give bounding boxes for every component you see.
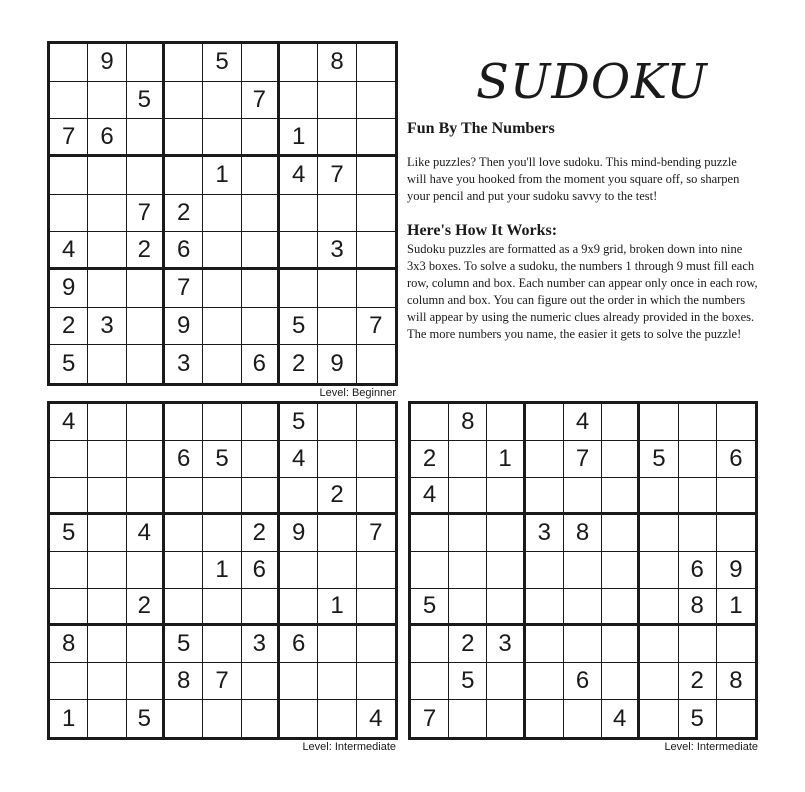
sudoku-cell: 8 <box>679 589 717 626</box>
sudoku-cell <box>717 404 755 441</box>
sudoku-cell: 2 <box>127 589 165 626</box>
sudoku-cell <box>203 82 241 120</box>
sudoku-cell <box>526 552 564 589</box>
sudoku-cell <box>318 663 356 700</box>
sudoku-cell: 3 <box>88 308 126 346</box>
sudoku-cell <box>127 478 165 515</box>
sudoku-cell <box>602 515 640 552</box>
sudoku-cell <box>88 404 126 441</box>
sudoku-cell <box>165 589 203 626</box>
sudoku-cell <box>318 515 356 552</box>
sudoku-cell <box>88 232 126 270</box>
sudoku-cell <box>318 195 356 233</box>
sudoku-cell: 8 <box>318 44 356 82</box>
sudoku-cell: 7 <box>127 195 165 233</box>
sudoku-cell: 7 <box>203 663 241 700</box>
sudoku-cell <box>127 157 165 195</box>
sudoku-cell <box>526 441 564 478</box>
sudoku-cell <box>357 552 395 589</box>
sudoku-cell <box>88 515 126 552</box>
sudoku-cell: 1 <box>717 589 755 626</box>
sudoku-cell <box>165 404 203 441</box>
sudoku-cell <box>357 345 395 383</box>
sudoku-cell <box>679 515 717 552</box>
sudoku-cell <box>679 478 717 515</box>
sudoku-cell: 6 <box>679 552 717 589</box>
level-label-intermediate-1: Level: Intermediate <box>302 741 396 753</box>
sudoku-cell <box>318 552 356 589</box>
sudoku-cell <box>679 404 717 441</box>
sudoku-cell <box>640 626 678 663</box>
sudoku-cell: 1 <box>487 441 525 478</box>
sudoku-cell <box>357 478 395 515</box>
sudoku-cell <box>679 626 717 663</box>
sudoku-cell <box>165 119 203 157</box>
sudoku-cell <box>203 345 241 383</box>
sudoku-cell <box>242 157 280 195</box>
sudoku-cell: 1 <box>280 119 318 157</box>
sudoku-cell: 4 <box>50 232 88 270</box>
sudoku-cell <box>242 478 280 515</box>
how-heading: Here's How It Works: <box>407 222 558 239</box>
sudoku-cell <box>242 44 280 82</box>
sudoku-cell <box>165 552 203 589</box>
sudoku-cell: 4 <box>369 704 383 732</box>
sudoku-cell <box>127 663 165 700</box>
sudoku-cell <box>242 195 280 233</box>
sudoku-cell <box>487 552 525 589</box>
sudoku-cell <box>88 626 126 663</box>
sudoku-cell: 4 <box>280 441 318 478</box>
sudoku-cell: 7 <box>357 515 395 552</box>
sudoku-cell: 4 <box>127 515 165 552</box>
sudoku-cell <box>280 82 318 120</box>
sudoku-cell <box>88 700 126 737</box>
sudoku-cell <box>280 195 318 233</box>
sudoku-cell <box>357 626 395 663</box>
sudoku-cell <box>242 270 280 308</box>
sudoku-cell: 7 <box>411 700 449 737</box>
level-label-intermediate-2: Level: Intermediate <box>664 741 758 753</box>
sudoku-cell: 8 <box>50 626 88 663</box>
sudoku-cell <box>602 478 640 515</box>
sudoku-cell: 5 <box>127 82 165 120</box>
sudoku-cell: 9 <box>50 270 88 308</box>
sudoku-cell <box>318 626 356 663</box>
sudoku-cell <box>127 404 165 441</box>
sudoku-cell: 5 <box>127 700 165 737</box>
sudoku-cell: 3 <box>526 515 564 552</box>
sudoku-cell <box>203 119 241 157</box>
sudoku-cell <box>280 552 318 589</box>
sudoku-cell <box>127 626 165 663</box>
sudoku-cell <box>640 552 678 589</box>
sudoku-cell <box>88 441 126 478</box>
sudoku-cell <box>640 700 678 737</box>
sudoku-cell <box>242 119 280 157</box>
sudoku-cell <box>88 552 126 589</box>
sudoku-cell: 6 <box>88 119 126 157</box>
sudoku-cell <box>318 270 356 308</box>
sudoku-cell <box>717 700 755 737</box>
sudoku-cell: 2 <box>50 308 88 346</box>
sudoku-cell <box>50 663 88 700</box>
sudoku-cell <box>357 441 395 478</box>
sudoku-cell <box>411 515 449 552</box>
sudoku-cell <box>203 270 241 308</box>
sudoku-cell <box>127 119 165 157</box>
sudoku-cell: 4 <box>280 157 318 195</box>
sudoku-cell <box>88 663 126 700</box>
sudoku-cell: 8 <box>165 663 203 700</box>
sudoku-cell <box>411 552 449 589</box>
sudoku-cell <box>280 663 318 700</box>
sudoku-cell <box>165 82 203 120</box>
sudoku-cell <box>602 589 640 626</box>
sudoku-cell <box>357 589 395 626</box>
sudoku-cell: 3 <box>318 232 356 270</box>
sudoku-cell <box>640 663 678 700</box>
sudoku-cell <box>640 478 678 515</box>
sudoku-cell <box>242 700 280 737</box>
sudoku-cell: 2 <box>165 195 203 233</box>
sudoku-cell: 4 <box>50 404 88 441</box>
sudoku-cell <box>564 700 602 737</box>
sudoku-cell <box>127 270 165 308</box>
sudoku-cell <box>411 404 449 441</box>
sudoku-cell <box>717 515 755 552</box>
sudoku-cell: 9 <box>165 308 203 346</box>
sudoku-cell <box>280 232 318 270</box>
sudoku-cell <box>526 700 564 737</box>
sudoku-cell <box>88 345 126 383</box>
sudoku-cell <box>88 478 126 515</box>
sudoku-cell <box>318 441 356 478</box>
sudoku-cell <box>526 478 564 515</box>
sudoku-cell: 5 <box>640 441 678 478</box>
sudoku-cell <box>357 157 395 195</box>
sudoku-cell <box>411 626 449 663</box>
sudoku-cell <box>280 44 318 82</box>
sudoku-cell <box>203 195 241 233</box>
sudoku-cell <box>357 82 395 120</box>
sudoku-cell <box>449 589 487 626</box>
sudoku-cell: 6 <box>165 441 203 478</box>
sudoku-cell <box>50 478 88 515</box>
sudoku-cell <box>526 404 564 441</box>
sudoku-cell: 7 <box>165 270 203 308</box>
sudoku-cell: 5 <box>679 700 717 737</box>
sudoku-cell <box>165 515 203 552</box>
sudoku-cell <box>242 589 280 626</box>
sudoku-cell <box>127 552 165 589</box>
sudoku-cell: 3 <box>242 626 280 663</box>
sudoku-cell <box>640 515 678 552</box>
sudoku-cell: 2 <box>242 515 280 552</box>
sudoku-cell: 5 <box>449 663 487 700</box>
sudoku-cell <box>357 44 395 82</box>
sudoku-cell <box>318 404 356 441</box>
sudoku-cell: 6 <box>280 626 318 663</box>
sudoku-cell <box>50 44 88 82</box>
sudoku-cell: 2 <box>280 345 318 383</box>
sudoku-cell: 2 <box>318 478 356 515</box>
sudoku-cell <box>526 589 564 626</box>
sudoku-cell: 5 <box>50 345 88 383</box>
sudoku-cell: 5 <box>203 441 241 478</box>
sudoku-cell <box>487 515 525 552</box>
sudoku-cell <box>602 404 640 441</box>
sudoku-cell: 5 <box>280 308 318 346</box>
sudoku-cell: 6 <box>717 441 755 478</box>
sudoku-cell <box>411 663 449 700</box>
sudoku-cell: 9 <box>88 44 126 82</box>
sudoku-cell: 1 <box>50 700 88 737</box>
sudoku-cell <box>564 626 602 663</box>
sudoku-cell <box>203 515 241 552</box>
sudoku-cell <box>127 345 165 383</box>
sudoku-cell <box>602 626 640 663</box>
sudoku-cell <box>357 232 395 270</box>
sudoku-cell: 6 <box>242 552 280 589</box>
sudoku-cell <box>357 663 395 700</box>
sudoku-cell <box>50 195 88 233</box>
sudoku-cell: 6 <box>242 345 280 383</box>
sudoku-cell: 1 <box>318 589 356 626</box>
sudoku-cell <box>487 663 525 700</box>
sudoku-cell: 3 <box>487 626 525 663</box>
sudoku-cell <box>357 270 395 308</box>
sudoku-cell <box>449 515 487 552</box>
sudoku-cell <box>203 626 241 663</box>
sudoku-cell <box>487 404 525 441</box>
sudoku-cell <box>165 157 203 195</box>
sudoku-cell: 7 <box>50 119 88 157</box>
sudoku-cell <box>165 478 203 515</box>
sudoku-cell <box>88 270 126 308</box>
sudoku-cell <box>487 700 525 737</box>
sudoku-cell <box>203 232 241 270</box>
sudoku-cell <box>127 44 165 82</box>
sudoku-cell: 6 <box>165 232 203 270</box>
sudoku-cell: 8 <box>564 515 602 552</box>
sudoku-cell <box>203 308 241 346</box>
sudoku-cell <box>449 441 487 478</box>
sudoku-cell: 7 <box>564 441 602 478</box>
sudoku-cell: 5 <box>50 515 88 552</box>
sudoku-cell: 3 <box>165 345 203 383</box>
sudoku-cell: 6 <box>564 663 602 700</box>
sudoku-cell: 7 <box>318 157 356 195</box>
sudoku-cell <box>242 404 280 441</box>
sudoku-cell <box>318 119 356 157</box>
sudoku-grid-intermediate-1 <box>47 401 398 740</box>
sudoku-cell <box>127 441 165 478</box>
sudoku-grid-beginner <box>47 41 398 386</box>
sudoku-cell: 2 <box>449 626 487 663</box>
sudoku-cell <box>203 589 241 626</box>
sudoku-cell <box>679 441 717 478</box>
sudoku-cell: 2 <box>411 441 449 478</box>
sudoku-cell <box>318 82 356 120</box>
sudoku-cell <box>88 82 126 120</box>
level-label-beginner: Level: Beginner <box>319 387 396 399</box>
sudoku-cell <box>50 82 88 120</box>
sudoku-cell <box>50 441 88 478</box>
sudoku-cell <box>318 308 356 346</box>
sudoku-cell <box>564 589 602 626</box>
sudoku-cell: 4 <box>602 700 640 737</box>
sudoku-cell <box>526 626 564 663</box>
sudoku-cell <box>717 626 755 663</box>
sudoku-cell <box>50 589 88 626</box>
sudoku-cell: 7 <box>357 308 395 346</box>
sudoku-cell <box>242 308 280 346</box>
sudoku-cell: 9 <box>318 345 356 383</box>
sudoku-cell <box>602 441 640 478</box>
sudoku-cell <box>357 404 395 441</box>
how-paragraph: Sudoku puzzles are formatted as a 9x9 grid, broken down into nine 3x3 boxes. To solve a sudoku, the numbers 1 through 9 must fill each row, column and box. Each number can appear only once in each row, column and box. You can figure out the order in which the numbers will appear by using the numeric clues already provided in the boxes. The more numbers you name, the easier it gets to solve the puzzle! <box>407 242 758 341</box>
page-title: SUDOKU <box>476 54 708 110</box>
sudoku-cell: 8 <box>717 663 755 700</box>
sudoku-cell <box>357 119 395 157</box>
sudoku-cell <box>640 589 678 626</box>
intro-paragraph: Like puzzles? Then you'll love sudoku. This mind-bending puzzle will have you hooked from the moment you square off, so sharpen your pencil and put your sudoku savvy to the test! <box>407 155 740 203</box>
sudoku-cell <box>449 700 487 737</box>
sudoku-cell <box>203 700 241 737</box>
fun-heading: Fun By The Numbers <box>407 120 555 137</box>
sudoku-cell: 9 <box>280 515 318 552</box>
sudoku-cell <box>602 663 640 700</box>
sudoku-cell <box>280 478 318 515</box>
sudoku-cell <box>280 589 318 626</box>
sudoku-cell <box>88 195 126 233</box>
sudoku-cell <box>449 552 487 589</box>
sudoku-cell: 1 <box>203 552 241 589</box>
sudoku-cell <box>487 589 525 626</box>
sudoku-cell: 4 <box>564 404 602 441</box>
sudoku-cell <box>165 700 203 737</box>
sudoku-cell: 5 <box>165 626 203 663</box>
sudoku-cell: 5 <box>203 44 241 82</box>
sudoku-grid-intermediate-2 <box>408 401 758 740</box>
sudoku-cell <box>564 552 602 589</box>
sudoku-cell: 1 <box>203 157 241 195</box>
sudoku-cell <box>357 195 395 233</box>
sudoku-cell <box>242 441 280 478</box>
sudoku-cell: 8 <box>449 404 487 441</box>
sudoku-cell <box>602 552 640 589</box>
sudoku-cell <box>640 404 678 441</box>
sudoku-cell: 5 <box>411 589 449 626</box>
sudoku-cell: 4 <box>411 478 449 515</box>
sudoku-cell <box>165 44 203 82</box>
sudoku-cell <box>242 663 280 700</box>
sudoku-cell: 9 <box>717 552 755 589</box>
sudoku-cell <box>487 478 525 515</box>
sudoku-cell <box>242 232 280 270</box>
sudoku-cell <box>127 308 165 346</box>
sudoku-cell <box>203 404 241 441</box>
sudoku-cell <box>88 589 126 626</box>
sudoku-cell: 5 <box>280 404 318 441</box>
sudoku-cell <box>50 157 88 195</box>
sudoku-cell <box>280 270 318 308</box>
sudoku-cell: 7 <box>242 82 280 120</box>
sudoku-cell: 2 <box>127 232 165 270</box>
sudoku-cell <box>318 700 356 737</box>
sudoku-cell <box>717 478 755 515</box>
sudoku-cell <box>50 552 88 589</box>
sudoku-cell <box>88 157 126 195</box>
sudoku-cell <box>280 700 318 737</box>
sudoku-cell: 2 <box>679 663 717 700</box>
sudoku-cell <box>203 478 241 515</box>
sudoku-cell <box>449 478 487 515</box>
sudoku-cell <box>526 663 564 700</box>
sudoku-cell <box>564 478 602 515</box>
